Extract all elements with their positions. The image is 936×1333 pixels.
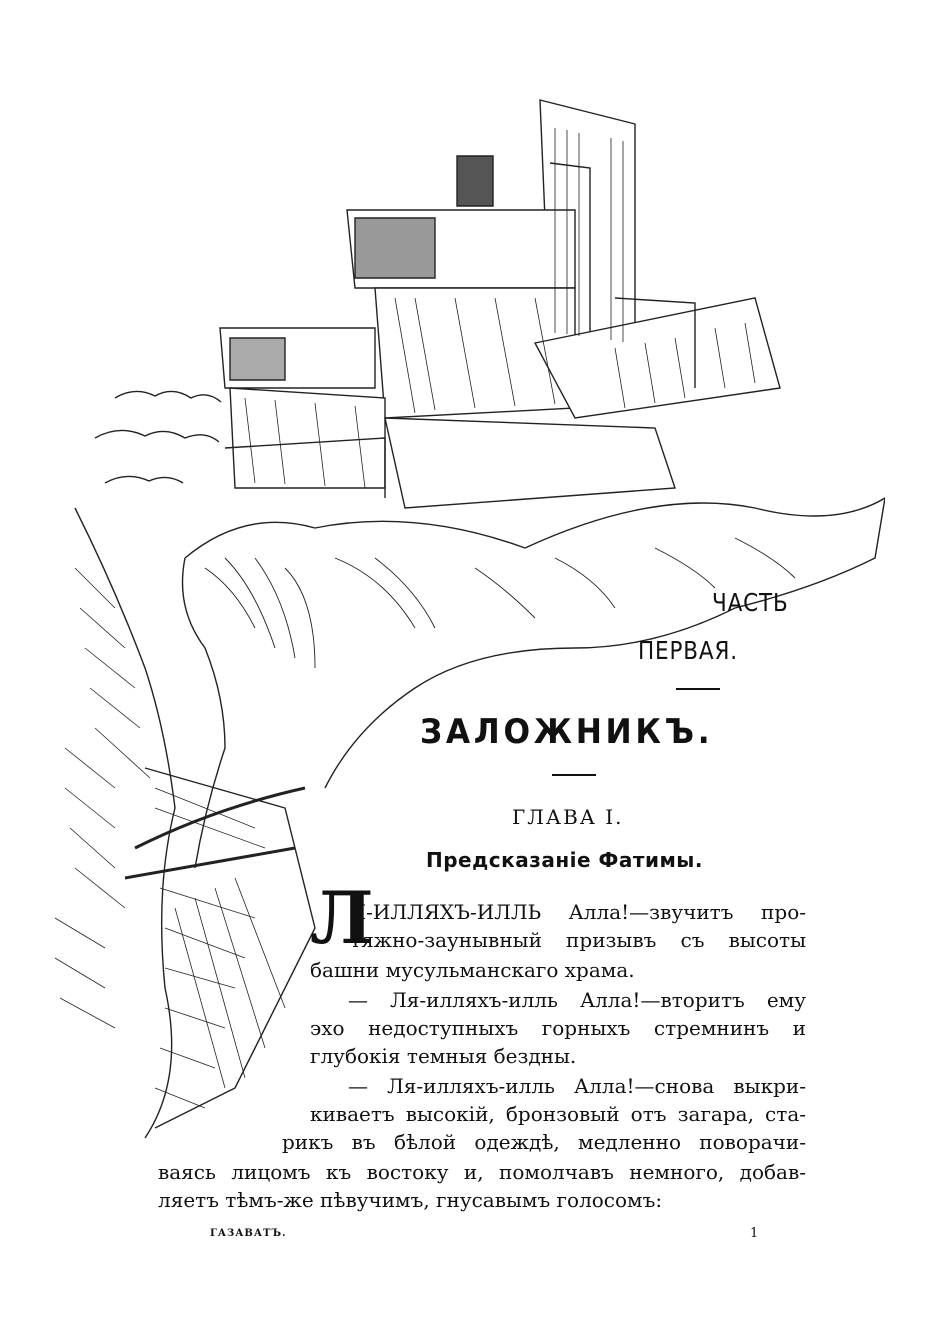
- body-line: тяжно-заунывный призывъ съ высоты: [350, 928, 806, 952]
- drop-cap: Л: [310, 875, 374, 960]
- book-title: ЗАЛОЖНИКЪ.: [420, 712, 714, 752]
- part-label: ЧАСТЬ: [712, 588, 789, 617]
- chapter-title: Предсказаніе Фатимы.: [426, 848, 703, 872]
- body-line: — Ля-илляхъ-илль Алла!—снова выкри-: [348, 1074, 806, 1098]
- body-line: — Ля-илляхъ-илль Алла!—вторитъ ему: [348, 988, 806, 1012]
- body-line: Я-ИЛЛЯХЪ-ИЛЛЬ Алла!—звучитъ про-: [350, 900, 806, 924]
- body-line: глубокія темныя бездны.: [310, 1044, 577, 1068]
- body-line: ваясь лицомъ къ востоку и, помолчавъ немного, добав-: [158, 1160, 806, 1184]
- body-line: эхо недоступныхъ горныхъ стремнинъ и: [310, 1016, 806, 1040]
- footer-signature: ГАЗАВАТЪ.: [210, 1228, 287, 1239]
- part-number: ПЕРВАЯ.: [638, 636, 738, 665]
- body-line: ляетъ тѣмъ-же пѣвучимъ, гнусавымъ голосомъ:: [158, 1188, 663, 1212]
- divider-rule: [552, 774, 596, 776]
- body-line: башни мусульманскаго храма.: [310, 958, 635, 982]
- chapter-heading: ГЛАВА I.: [512, 805, 624, 829]
- divider-rule: [676, 688, 720, 690]
- page-number: 1: [750, 1226, 759, 1241]
- body-line: киваетъ высокій, бронзовый отъ загара, ста-: [310, 1102, 806, 1126]
- body-line: рикъ въ бѣлой одеждѣ, медленно поворачи-: [282, 1130, 806, 1154]
